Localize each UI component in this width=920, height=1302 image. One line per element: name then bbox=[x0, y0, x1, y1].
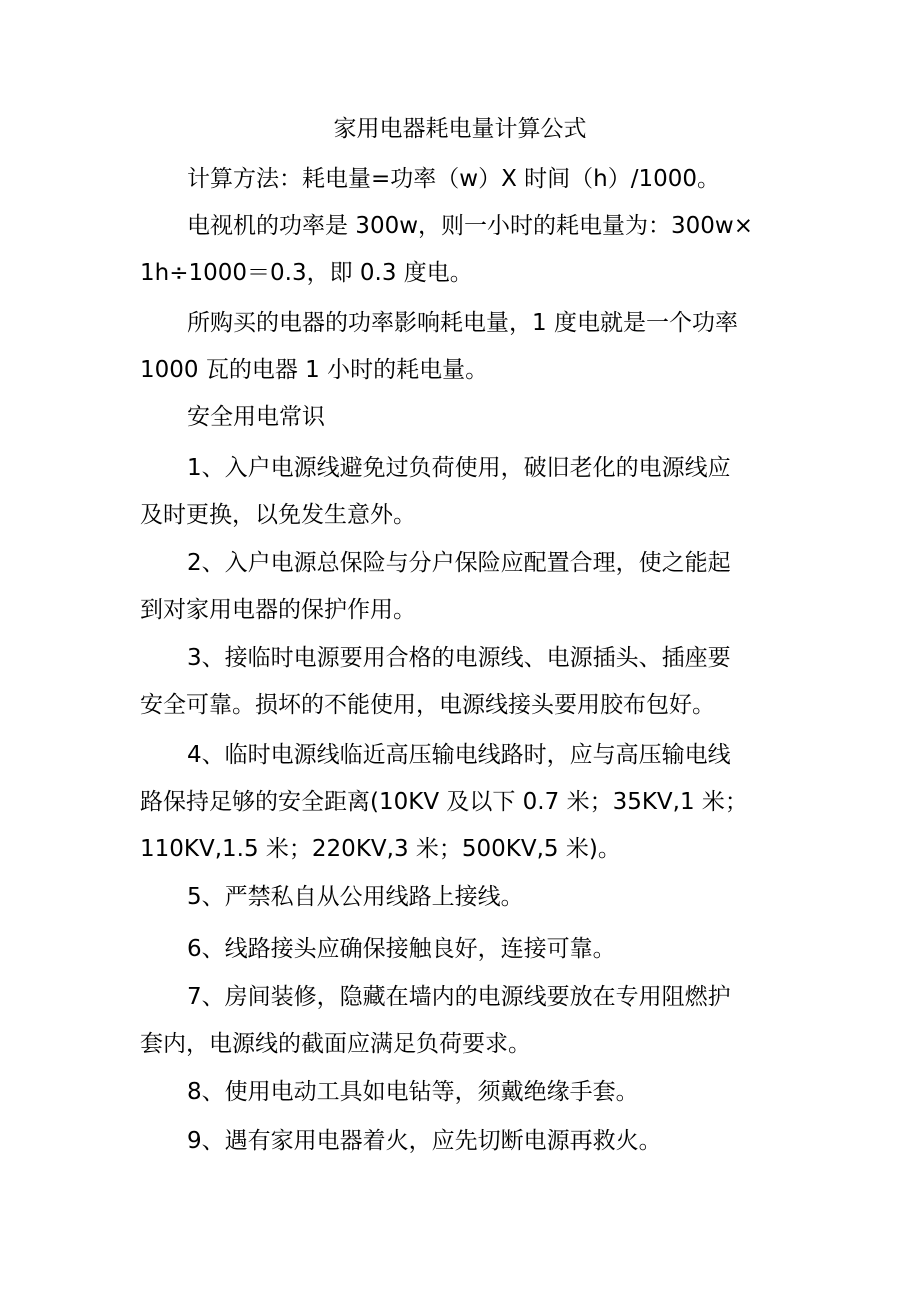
rule-2-line-1: 2、入户电源总保险与分户保险应配置合理，使之能起 bbox=[187, 550, 731, 576]
document-title: 家用电器耗电量计算公式 bbox=[333, 116, 587, 142]
rule-7-line-1: 7、房间装修，隐藏在墙内的电源线要放在专用阻燃护 bbox=[187, 984, 731, 1010]
paragraph-tv-example-line-2: 1h÷1000＝0.3，即 0.3 度电。 bbox=[140, 260, 473, 286]
paragraph-power-line-2: 1000 瓦的电器 1 小时的耗电量。 bbox=[140, 357, 489, 383]
paragraph-calc-method: 计算方法：耗电量=功率（w）X 时间（h）/1000。 bbox=[187, 166, 721, 192]
rule-4-line-2: 路保持足够的安全距离(10KV 及以下 0.7 米；35KV,1 米； bbox=[140, 789, 748, 815]
rule-4-line-3: 110KV,1.5 米；220KV,3 米；500KV,5 米)。 bbox=[140, 836, 621, 862]
section-heading-safety: 安全用电常识 bbox=[187, 404, 325, 430]
rule-7-line-2: 套内，电源线的截面应满足负荷要求。 bbox=[140, 1031, 531, 1057]
paragraph-power-line-1: 所购买的电器的功率影响耗电量，1 度电就是一个功率 bbox=[187, 310, 738, 336]
paragraph-tv-example-line-1: 电视机的功率是 300w，则一小时的耗电量为：300w× bbox=[187, 213, 754, 239]
rule-9: 9、遇有家用电器着火，应先切断电源再救火。 bbox=[187, 1128, 662, 1154]
rule-4-line-1: 4、临时电源线临近高压输电线路时，应与高压输电线 bbox=[187, 742, 731, 768]
rule-5: 5、严禁私自从公用线路上接线。 bbox=[187, 884, 524, 910]
rule-8: 8、使用电动工具如电钻等，须戴绝缘手套。 bbox=[187, 1079, 639, 1105]
rule-1-line-1: 1、入户电源线避免过负荷使用，破旧老化的电源线应 bbox=[187, 455, 731, 481]
rule-2-line-2: 到对家用电器的保护作用。 bbox=[140, 597, 416, 623]
rule-3-line-1: 3、接临时电源要用合格的电源线、电源插头、插座要 bbox=[187, 645, 731, 671]
rule-3-line-2: 安全可靠。损坏的不能使用，电源线接头要用胶布包好。 bbox=[140, 692, 715, 718]
rule-1-line-2: 及时更换，以免发生意外。 bbox=[140, 502, 416, 528]
rule-6: 6、线路接头应确保接触良好，连接可靠。 bbox=[187, 936, 616, 962]
